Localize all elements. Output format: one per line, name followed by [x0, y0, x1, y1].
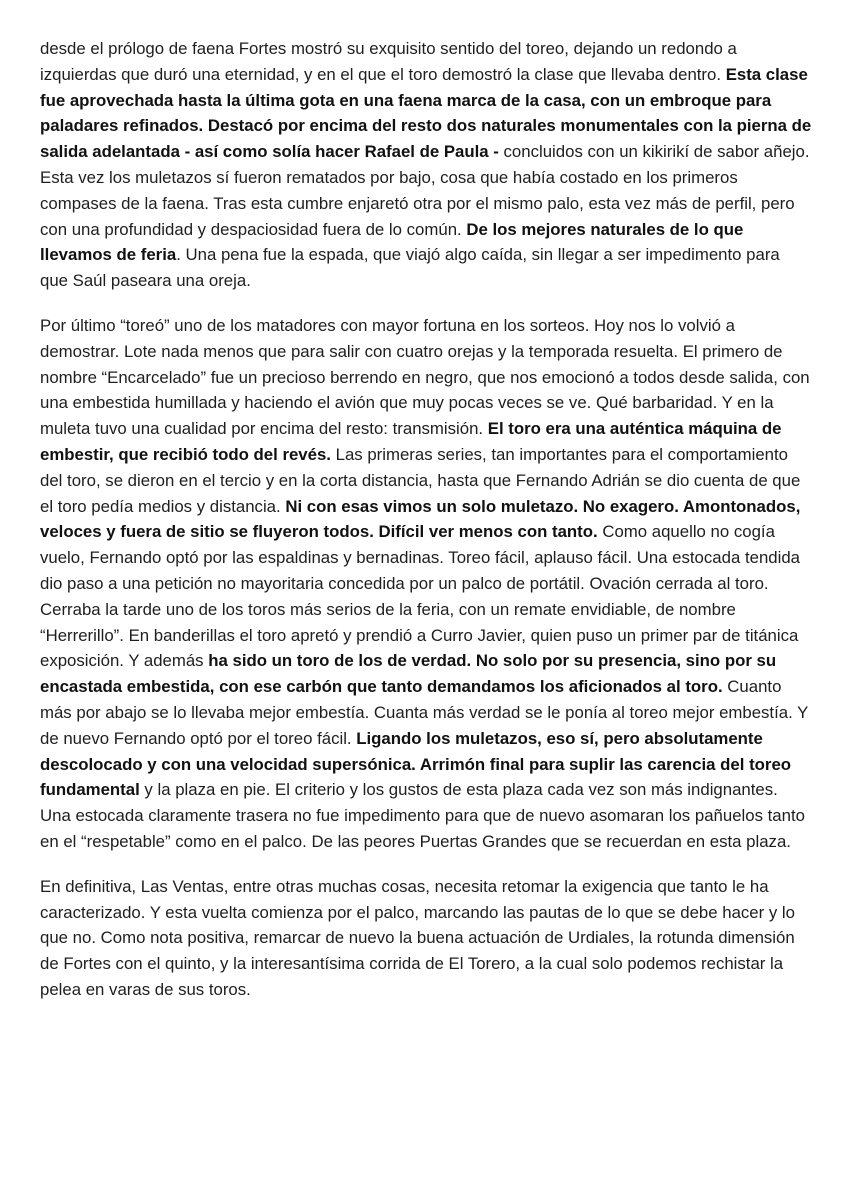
bold-text-segment: Ligando los muletazos, eso sí, pero absolutamente descolocado y con una velocidad supersónica. Arrimón final para suplir las carencia del toreo fundamental: [40, 728, 792, 800]
text-segment: y la plaza en pie. El criterio y los gustos de esta plaza cada vez son más indignantes. Una estocada claramente trasera no fue impedimento para que de nuevo asomaran los pañuelos tanto en el “respetable” como en el palco. De las peores Puertas Grandes que se recuerdan en esta plaza.: [40, 780, 805, 851]
bold-text-segment: Esta clase fue aprovechada hasta la última gota en una faena marca de la casa, con un embroque para paladares refinados. Destacó por encima del resto dos naturales monumentales con la pierna de salida adelantada - así como solía hacer Rafael de Paula -: [40, 64, 812, 162]
text-segment: Por último “toreó” uno de los matadores con mayor fortuna en los sorteos. Hoy nos lo volvió a demostrar. Lote nada menos que para salir con cuatro orejas y la temporada resuelta. El primero de nombre “Encarcelado” fue un precioso berrendo en negro, que nos emocionó a todos desde salida, con una embestida humillada y haciendo el avión que muy pocas veces se ve. Qué barbaridad. Y en la muleta tuvo una cualidad por encima del resto: transmisión.: [40, 315, 810, 439]
bold-text-segment: El toro era una auténtica máquina de embestir, que recibió todo del revés.: [40, 419, 782, 464]
text-segment: En definitiva, Las Ventas, entre otras muchas cosas, necesita retomar la exigencia que tanto le ha caracterizado. Y esta vuelta comienza por el palco, marcando las pautas de lo que se debe hacer y lo que no. Como nota positiva, remarcar de nuevo la buena actuación de Urdiales, la rotunda dimensión de Fortes con el quinto, y la interesantísima corrida de El Torero, a la cual solo podemos rechistar la pelea en varas de sus toros.: [40, 876, 795, 999]
text-segment: concluidos con un kikirikí de sabor añejo. Esta vez los muletazos sí fueron rematados por bajo, cosa que había costado en los primeros compases de la faena. Tras esta cumbre enjaretó otra por el mismo palo, esta vez más de perfil, pero con una profundidad y despaciosidad fuera de lo común.: [40, 142, 810, 239]
bold-text-segment: De los mejores naturales de lo que llevamos de feria: [40, 219, 744, 265]
article-paragraph: [40, 313, 812, 855]
text-segment: Cuanto más por abajo se lo llevaba mejor embestía. Cuanta más verdad se le ponía al toreo mejor embestía. Y de nuevo Fernando optó por el toreo fácil.: [40, 677, 809, 748]
bold-text-segment: Ni con esas vimos un solo muletazo. No exagero. Amontonados, veloces y fuera de sitio se fluyeron todos. Difícil ver menos con tanto.: [40, 496, 801, 542]
article-paragraph: [40, 874, 812, 1003]
text-segment: desde el prólogo de faena Fortes mostró su exquisito sentido del toreo, dejando un redondo a izquierdas que duró una eternidad, y en el que el toro demostró la clase que llevaba dentro.: [40, 39, 737, 84]
text-segment: Las primeras series, tan importantes para el comportamiento del toro, se dieron en el tercio y en la corta distancia, hasta que Fernando Adrián se dio cuenta de que el toro pedía medios y distancia.: [40, 444, 801, 516]
text-segment: . Una pena fue la espada, que viajó algo caída, sin llegar a ser impedimento para que Saúl paseara una oreja.: [40, 245, 780, 291]
bold-text-segment: ha sido un toro de los de verdad. No solo por su presencia, sino por su encastada embestida, con ese carbón que tanto demandamos los aficionados al toro.: [40, 651, 777, 697]
article-body: [40, 36, 812, 1022]
article-paragraph: [40, 36, 812, 294]
text-segment: Como aquello no cogía vuelo, Fernando optó por las espaldinas y bernadinas. Toreo fácil, aplauso fácil. Una estocada tendida dio paso a una petición no mayoritaria concedida por un palco de portátil. Ovación cerrada al toro. Cerraba la tarde uno de los toros más serios de la feria, con un remate envidiable, de nombre “Herrerillo”. En banderillas el toro apretó y prendió a Curro Javier, quien puso un primer par de titánica exposición. Y además: [40, 522, 800, 671]
